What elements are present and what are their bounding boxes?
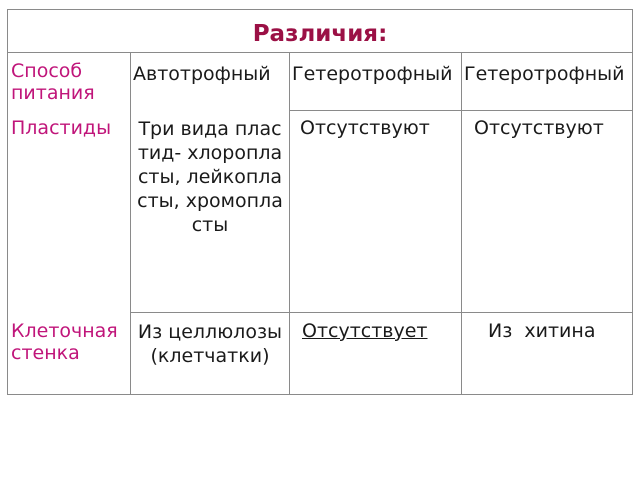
cell-nutrition-plants: Автотрофный — [133, 63, 271, 85]
row-label-plastids: Пластиды — [11, 117, 112, 139]
cell-nutrition-animals: Гетеротрофный — [292, 63, 453, 85]
column-divider-1 — [130, 52, 131, 395]
column-divider-2 — [289, 52, 290, 395]
cell-nutrition-fungi: Гетеротрофный — [464, 63, 625, 85]
title-divider — [7, 52, 633, 53]
table-title: Различия: — [252, 21, 388, 47]
cell-wall-animals: Отсутствует — [302, 320, 428, 342]
cell-plastids-plants: Три вида пластид- хлоропласты, лейкопласты, хромопласты — [137, 118, 283, 236]
cell-plastids-fungi: Отсутствуют — [474, 117, 604, 139]
cell-plastids-animals: Отсутствуют — [300, 117, 430, 139]
row-label-nutrition: Способ питания — [11, 60, 95, 104]
row-label-cell-wall: Клеточная стенка — [11, 320, 118, 364]
column-divider-3 — [461, 52, 462, 395]
row-divider-2 — [130, 312, 633, 313]
cell-wall-fungi: Из хитина — [488, 320, 596, 342]
cell-wall-plants: Из целлюлозы (клетчатки) — [137, 321, 283, 367]
row-divider-1 — [289, 110, 633, 111]
